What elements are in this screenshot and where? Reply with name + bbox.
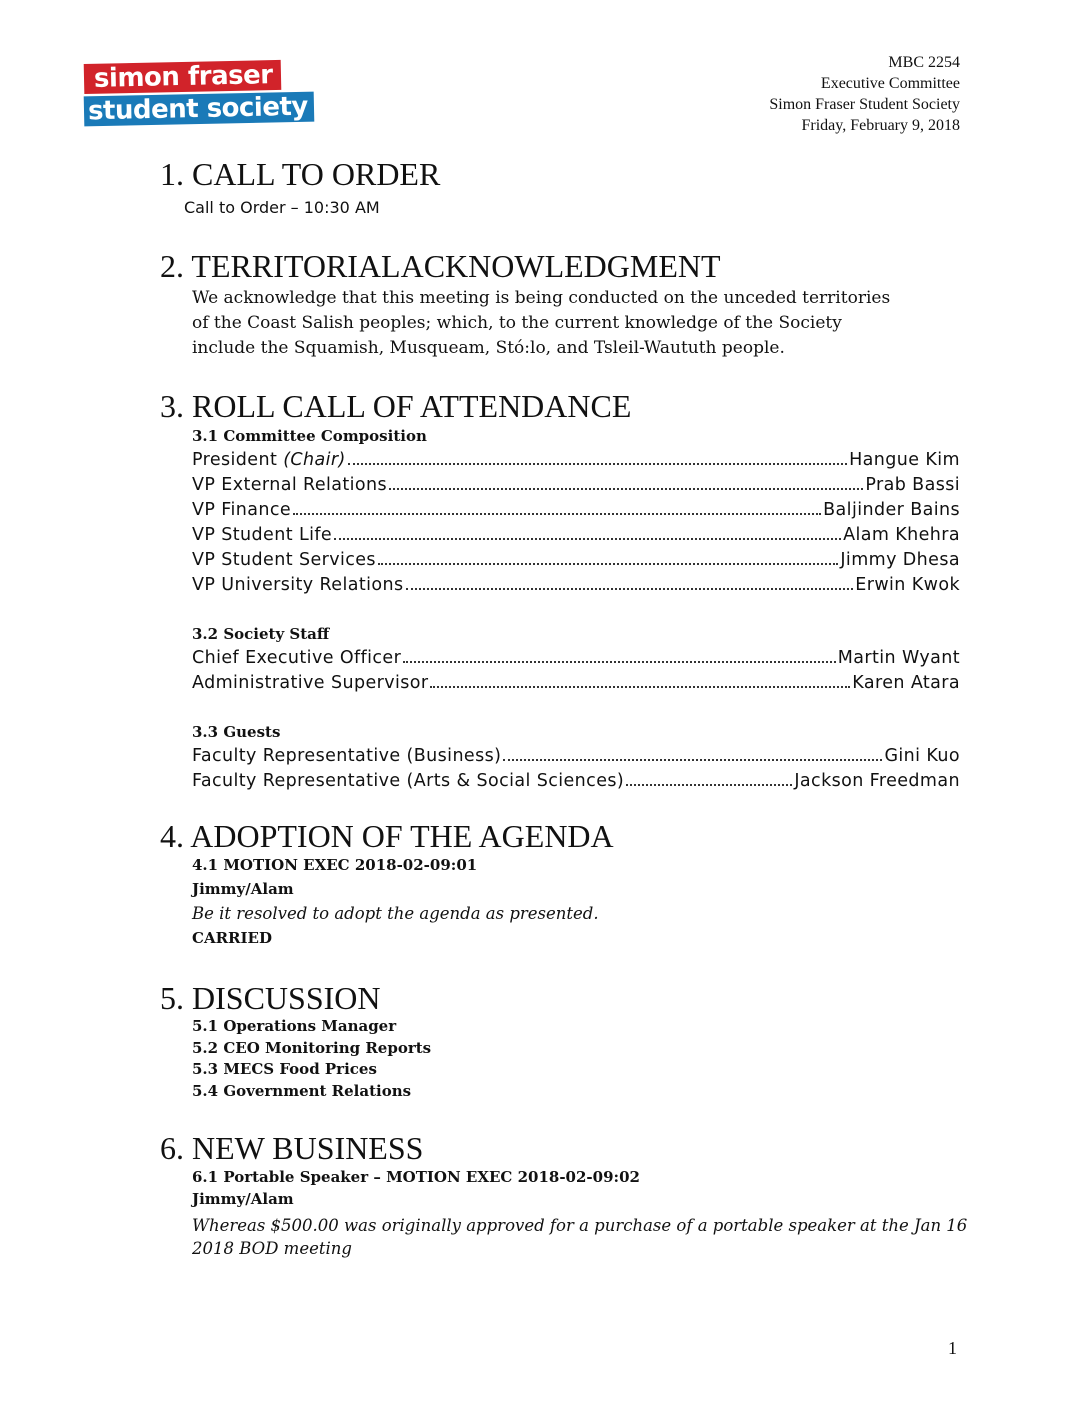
section-1-heading: 1. CALL TO ORDER — [160, 156, 441, 192]
roster-name: Jimmy Dhesa — [840, 550, 960, 570]
roster-role: Faculty Representative (Arts & Social Sciences) — [192, 771, 625, 791]
roster-role: VP University Relations — [192, 575, 404, 595]
roster-role: Chief Executive Officer — [192, 648, 402, 668]
agenda-motion — [192, 854, 599, 949]
header-date: Friday, February 9, 2018 — [801, 117, 960, 134]
sfss-logo — [84, 60, 314, 127]
roster-role: VP External Relations — [192, 475, 388, 495]
ack-line: We acknowledge that this meeting is being conducted on the unceded territories — [192, 288, 891, 308]
leader-dots — [389, 488, 863, 490]
section-3-heading: 3. ROLL CALL OF ATTENDANCE — [160, 388, 632, 424]
leader-dots — [378, 563, 838, 565]
ack-line: include the Squamish, Musqueam, Stó:lo, and Tsleil-Waututh people. — [192, 338, 785, 358]
motion-title: 6.1 Portable Speaker – MOTION EXEC 2018-02-09:02 — [192, 1168, 640, 1186]
leader-dots — [406, 588, 854, 590]
section-2-heading: 2. TERRITORIALACKNOWLEDGMENT — [160, 248, 721, 284]
motion-text-line: 2018 BOD meeting — [192, 1239, 352, 1258]
roster-row — [192, 498, 960, 523]
roster-role: VP Student Services — [192, 550, 376, 570]
motion-movers: Jimmy/Alam — [192, 880, 294, 898]
section-4-heading: 4. ADOPTION OF THE AGENDA — [160, 818, 614, 854]
motion-text: Be it resolved to adopt the agenda as presented. — [192, 904, 599, 923]
committee-composition-title: 3.1 Committee Composition — [192, 427, 427, 445]
attendance-roster — [192, 424, 960, 794]
leader-dots — [403, 661, 836, 663]
page-number: 1 — [948, 1338, 957, 1358]
roster-name: Prab Bassi — [865, 475, 960, 495]
call-to-order-text: Call to Order – 10:30 AM — [184, 198, 380, 217]
society-staff-title: 3.2 Society Staff — [192, 625, 330, 643]
roster-role: VP Student Life — [192, 525, 333, 545]
roster-row — [192, 448, 960, 473]
new-business-motion — [192, 1166, 967, 1260]
roster-name: Alam Khehra — [843, 525, 960, 545]
motion-movers: Jimmy/Alam — [192, 1190, 294, 1208]
ack-line: of the Coast Salish peoples; which, to the current knowledge of the Society — [192, 313, 842, 333]
leader-dots — [503, 759, 882, 761]
roster-row — [192, 548, 960, 573]
leader-dots — [334, 538, 841, 540]
motion-text-line: Whereas $500.00 was originally approved for a purchase of a portable speaker at the Jan 16 — [192, 1216, 968, 1235]
discussion-item: 5.1 Operations Manager — [192, 1017, 397, 1035]
leader-dots — [626, 784, 792, 786]
logo-line-1: simon fraser — [84, 60, 281, 94]
guests-title: 3.3 Guests — [192, 723, 281, 741]
roster-name: Baljinder Bains — [823, 500, 960, 520]
roster-row — [192, 671, 960, 696]
roster-role: Administrative Supervisor — [192, 673, 429, 693]
leader-dots — [430, 686, 850, 688]
discussion-item: 5.2 CEO Monitoring Reports — [192, 1038, 432, 1057]
document-header — [769, 52, 960, 136]
discussion-item: 5.4 Government Relations — [192, 1081, 412, 1100]
roster-role: Faculty Representative (Business) — [192, 746, 502, 766]
roster-row — [192, 573, 960, 598]
roster-name: Erwin Kwok — [855, 575, 960, 595]
roster-row — [192, 744, 960, 769]
roster-role: President (Chair) — [192, 450, 346, 470]
roster-row — [192, 473, 960, 498]
roster-name: Karen Atara — [852, 673, 960, 693]
roster-name: Hangue Kim — [849, 450, 960, 470]
roster-name: Jackson Freedman — [794, 771, 960, 791]
roster-row — [192, 646, 960, 671]
leader-dots — [293, 513, 821, 515]
discussion-list — [192, 1016, 431, 1102]
roster-role-note: (Chair) — [283, 450, 346, 470]
motion-title: 4.1 MOTION EXEC 2018-02-09:01 — [192, 856, 478, 874]
roster-name: Martin Wyant — [837, 648, 960, 668]
leader-dots — [348, 463, 847, 465]
header-room: MBC 2254 — [888, 54, 960, 71]
roster-row — [192, 523, 960, 548]
discussion-item: 5.3 MECS Food Prices — [192, 1060, 377, 1078]
roster-role: VP Finance — [192, 500, 292, 520]
header-org: Simon Fraser Student Society — [769, 96, 960, 113]
roster-row — [192, 769, 960, 794]
roster-name: Gini Kuo — [884, 746, 960, 766]
header-committee: Executive Committee — [820, 75, 960, 92]
section-6-heading: 6. NEW BUSINESS — [160, 1130, 424, 1166]
logo-line-2: student society — [84, 92, 314, 127]
motion-result: CARRIED — [192, 929, 272, 947]
territorial-acknowledgment — [192, 286, 972, 361]
section-5-heading: 5. DISCUSSION — [160, 980, 381, 1016]
